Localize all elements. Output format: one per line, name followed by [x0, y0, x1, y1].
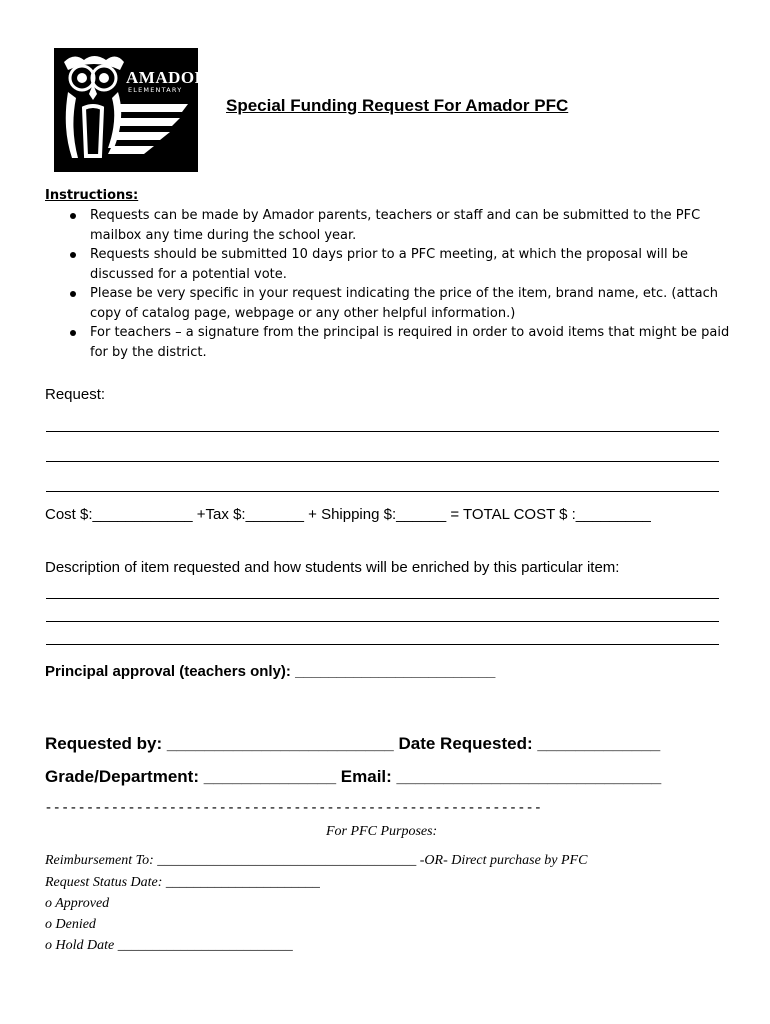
instructions-heading: Instructions:: [45, 188, 139, 203]
request-line-1[interactable]: [46, 431, 719, 432]
option-approved[interactable]: o Approved: [45, 896, 110, 911]
logo-subtitle: ELEMENTARY: [128, 86, 183, 94]
instruction-item: Requests should be submitted 10 days prior to a PFC meeting, at which the proposal will be discussed for a potential vote.: [66, 245, 731, 284]
separator: ------------------------------------------------------------: [46, 799, 544, 816]
principal-approval-field[interactable]: Principal approval (teachers only): ________________________: [45, 663, 496, 680]
reimbursement-field[interactable]: Reimbursement To: _____________________________________ -OR- Direct purchase by PFC: [45, 853, 588, 868]
instruction-item: Requests can be made by Amador parents, teachers or staff and can be submitted to the PFC mailbox any time during the school year.: [66, 206, 731, 245]
grade-email-field[interactable]: Grade/Department: ______________ Email: ____________________________: [45, 767, 662, 786]
page-title: Special Funding Request For Amador PFC: [226, 96, 569, 115]
request-line-2[interactable]: [46, 461, 719, 462]
instruction-item: For teachers – a signature from the principal is required in order to avoid items that might be paid for by the district.: [66, 323, 731, 362]
description-line-2[interactable]: [46, 621, 719, 622]
option-hold-date[interactable]: o Hold Date _________________________: [45, 938, 293, 953]
option-denied[interactable]: o Denied: [45, 917, 96, 932]
pfc-heading: For PFC Purposes:: [326, 824, 438, 839]
description-line-3[interactable]: [46, 644, 719, 645]
status-date-field[interactable]: Request Status Date: ______________________: [45, 875, 320, 890]
description-label: Description of item requested and how students will be enriched by this particular item:: [45, 559, 620, 576]
description-line-1[interactable]: [46, 598, 719, 599]
school-logo: [54, 48, 208, 172]
cost-line[interactable]: Cost $:____________ +Tax $:_______ + Shipping $:______ = TOTAL COST $ :_________: [45, 506, 651, 523]
instruction-item: Please be very specific in your request indicating the price of the item, brand name, etc. (attach copy of catalog page, webpage or any other helpful information.): [66, 284, 731, 323]
request-label: Request:: [45, 386, 106, 403]
requested-by-field[interactable]: Requested by: ________________________ Date Requested: _____________: [45, 734, 661, 753]
instructions-list: [66, 206, 731, 362]
request-line-3[interactable]: [46, 491, 719, 492]
owl-logo-icon: [54, 48, 198, 172]
logo-name: AMADOR: [126, 68, 208, 87]
